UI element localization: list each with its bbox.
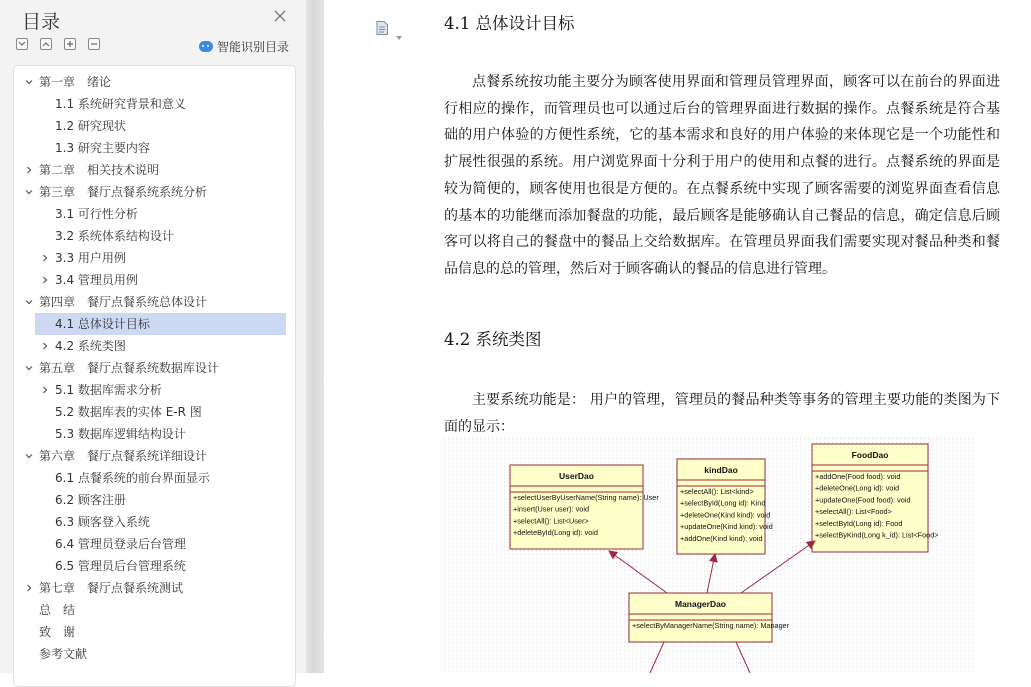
toc-item-label: 3.4 管理员用例 <box>55 273 138 287</box>
toc-item-label: 5.1 数据库需求分析 <box>55 383 162 397</box>
toc-item-label: 总 结 <box>39 603 76 617</box>
toc-item-label: 第二章 相关技术说明 <box>39 163 160 177</box>
toc-item[interactable] <box>14 401 295 423</box>
toc-item-label: 5.2 数据库表的实体 E-R 图 <box>55 405 202 419</box>
toc-item[interactable] <box>14 137 295 159</box>
toc-item[interactable] <box>14 379 295 401</box>
toc-item[interactable] <box>14 643 295 665</box>
toc-item-label: 第五章 餐厅点餐系统数据库设计 <box>39 361 220 375</box>
collapse-all-icon[interactable] <box>40 38 52 50</box>
uml-method: +addOne(Food food): void <box>815 472 901 481</box>
uml-class-name: FoodDao <box>851 450 889 460</box>
section-paragraph-4-1: 点餐系统按功能主要分为顾客使用界面和管理员管理界面，顾客可以在前台的界面进行相应的操作，而管理员也可以通过后台的管理界面进行数据的操作。点餐系统是符合基础的用户体验的方便性系统，它的基本需求和良好的用户体验的来体现它是一个功能性和扩展性很强的系统。用户浏览界面十分利于用户的使用和点餐的进行。点餐系统的界面是较为简便的，顾客使用也很是方便的。在点餐系统中实现了顾客需要的浏览界面查看信息的基本的功能继而添加餐盘的功能，最后顾客是能够确认自己餐品的信息，确定信息后顾客可以将自己的餐盘中的餐品上交给数据库。在管理员界面我们需要实现对餐品种类和餐品信息的总的管理，然后对于顾客确认的餐品的信息进行管理。 <box>444 74 1000 277</box>
toc-item[interactable] <box>14 445 295 467</box>
toc-item[interactable] <box>14 203 295 225</box>
toc-title: 目录 <box>22 11 61 33</box>
chevron-right-icon[interactable] <box>25 166 33 174</box>
toc-item-label: 3.1 可行性分析 <box>55 207 138 221</box>
toc-item[interactable] <box>14 621 295 643</box>
chevron-right-icon[interactable] <box>41 386 49 394</box>
toc-item[interactable] <box>14 159 295 181</box>
expand-all-icon[interactable] <box>16 38 28 50</box>
section-heading-4-1: 4.1 总体设计目标 <box>444 14 575 33</box>
uml-class-name: kindDao <box>704 465 738 475</box>
chevron-down-icon[interactable] <box>25 78 33 86</box>
chevron-down-icon[interactable] <box>25 364 33 372</box>
uml-method: +addOne(Kind kind): void <box>680 533 763 543</box>
toc-item-label: 第七章 餐厅点餐系统测试 <box>39 581 184 595</box>
uml-method: +selectAll(): List<Food> <box>815 507 892 517</box>
toc-item[interactable] <box>14 181 295 203</box>
toc-panel <box>0 0 306 673</box>
uml-method: +selectById(Long id): Food <box>815 518 903 528</box>
uml-method: +selectById(Long id): Kind <box>680 498 766 508</box>
toc-item[interactable] <box>14 269 295 291</box>
uml-method: +deleteOne(Long id): void <box>815 483 900 493</box>
uml-method: +selectAll(): List<User> <box>513 516 589 526</box>
toc-item-label: 4.2 系统类图 <box>55 339 126 353</box>
uml-class-diagram <box>444 438 976 673</box>
toc-item-label: 4.1 总体设计目标 <box>55 317 150 331</box>
toc-item-label: 1.1 系统研究背景和意义 <box>55 97 186 111</box>
toc-item-label: 第一章 绪论 <box>39 75 112 89</box>
uml-method: +updateOne(Kind kind): void <box>680 522 773 532</box>
toc-item[interactable] <box>14 511 295 533</box>
uml-method: +selectByKind(Long k_id): List<Food> <box>815 530 939 540</box>
toc-item-label: 5.3 数据库逻辑结构设计 <box>55 427 186 441</box>
uml-class-userdao <box>510 465 659 549</box>
toc-item[interactable] <box>14 423 295 445</box>
toc-item-label: 6.3 顾客登入系统 <box>55 515 150 529</box>
toc-list <box>13 65 296 687</box>
document-icon[interactable] <box>376 20 388 34</box>
toc-item-label: 3.2 系统体系结构设计 <box>55 229 174 243</box>
uml-method: +selectAll(): List<kind> <box>680 487 754 496</box>
toc-item[interactable] <box>14 115 295 137</box>
toc-item[interactable] <box>14 467 295 489</box>
uml-class-name: ManagerDao <box>674 599 727 609</box>
toc-item-label: 参考文献 <box>39 647 88 661</box>
uml-class-managerdao <box>629 593 790 642</box>
chevron-down-icon[interactable] <box>396 25 402 29</box>
chevron-right-icon[interactable] <box>41 254 49 262</box>
close-icon[interactable] <box>273 9 287 23</box>
smart-identify-button[interactable] <box>199 37 289 55</box>
toc-item-label: 6.5 管理员后台管理系统 <box>55 559 186 573</box>
toc-item-label: 1.2 研究现状 <box>55 119 126 133</box>
chevron-right-icon[interactable] <box>25 584 33 592</box>
toc-item[interactable] <box>14 533 295 555</box>
toc-item-label: 6.2 顾客注册 <box>55 493 126 507</box>
toc-item-label: 第三章 餐厅点餐系统系统分析 <box>39 185 208 199</box>
section-heading-4-2: 4.2 系统类图 <box>444 330 542 349</box>
uml-method: +selectByManagerName(String name): Manager <box>632 621 790 630</box>
chevron-right-icon[interactable] <box>41 342 49 350</box>
uml-method: +updateOne(Food food): void <box>815 495 911 505</box>
uml-method: +insert(User user): void <box>513 504 590 514</box>
ai-cloud-icon <box>199 41 213 52</box>
toc-item[interactable] <box>14 357 295 379</box>
toc-item[interactable] <box>14 313 295 335</box>
toc-item[interactable] <box>14 335 295 357</box>
toc-item[interactable] <box>14 489 295 511</box>
uml-class-name: UserDao <box>559 471 594 481</box>
toc-item-label: 1.3 研究主要内容 <box>55 141 150 155</box>
add-heading-icon[interactable] <box>64 38 76 50</box>
toc-item[interactable] <box>14 577 295 599</box>
toc-item[interactable] <box>14 555 295 577</box>
toc-item[interactable] <box>14 93 295 115</box>
uml-class-kinddao <box>677 459 773 554</box>
toc-item[interactable] <box>14 225 295 247</box>
pane-divider[interactable] <box>306 0 324 673</box>
chevron-down-icon[interactable] <box>25 452 33 460</box>
toc-item-label: 6.4 管理员登录后台管理 <box>55 537 186 551</box>
toc-item-label: 第六章 餐厅点餐系统详细设计 <box>39 449 208 463</box>
smart-identify-label: 智能识别目录 <box>217 39 290 54</box>
toc-item-label: 6.1 点餐系统的前台界面显示 <box>55 471 210 485</box>
chevron-down-icon[interactable] <box>25 188 33 196</box>
toc-item[interactable] <box>14 291 295 313</box>
toc-item-label: 致 谢 <box>39 625 76 639</box>
toc-item[interactable] <box>14 599 295 621</box>
section-paragraph-4-2: 主要系统功能是： 用户的管理，管理员的餐品种类等事务的管理主要功能的类图为下面的显示： <box>444 392 1000 435</box>
toc-item[interactable] <box>14 71 295 93</box>
toc-item[interactable] <box>14 247 295 269</box>
uml-class-fooddao <box>812 444 939 552</box>
chevron-down-icon[interactable] <box>25 298 33 306</box>
uml-method: +deleteOne(Kind kind): void <box>680 510 771 520</box>
toc-item-label: 3.3 用户用例 <box>55 251 126 265</box>
toc-item-label: 第四章 餐厅点餐系统总体设计 <box>39 295 208 309</box>
remove-heading-icon[interactable] <box>88 38 100 50</box>
chevron-right-icon[interactable] <box>41 276 49 284</box>
uml-method: +deleteById(Long id): void <box>513 528 598 538</box>
uml-method: +selectUserByUserName(String name): User <box>513 493 659 502</box>
